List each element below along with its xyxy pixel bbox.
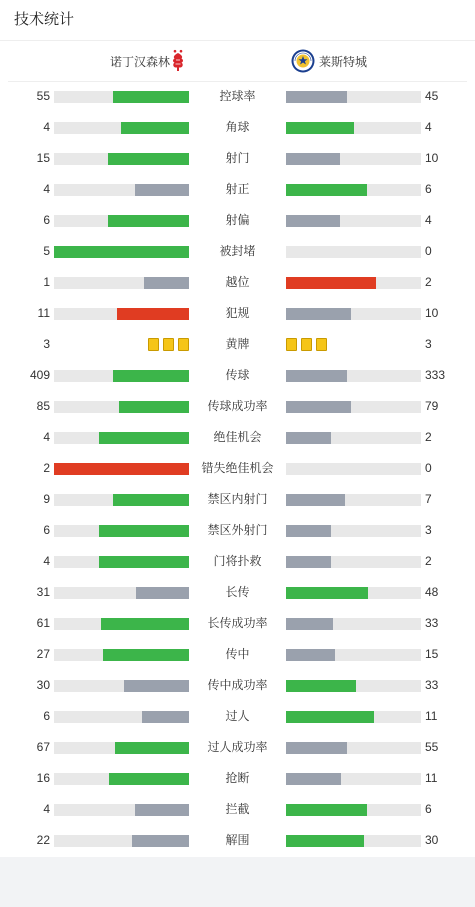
- away-stat-value: 4: [425, 120, 432, 134]
- away-stat-bar: [286, 525, 421, 537]
- home-stat-value: 4: [43, 554, 50, 568]
- home-stat-bar-fill: [136, 587, 189, 599]
- stat-label: 传中成功率: [207, 678, 268, 692]
- home-stat-bar-fill: [135, 184, 189, 196]
- stat-row: [0, 112, 475, 143]
- stat-label: 过人成功率: [207, 740, 268, 754]
- away-stat-bar: [286, 246, 421, 258]
- stat-label: 传球: [225, 368, 250, 382]
- home-stat-value: 61: [36, 616, 50, 630]
- home-stat-bar: [54, 277, 189, 289]
- stat-row: [0, 608, 475, 639]
- stat-row: [0, 81, 475, 112]
- away-stat-bar: [286, 308, 421, 320]
- leicester-city-crest-icon[interactable]: [291, 49, 315, 73]
- home-stat-value: 11: [37, 306, 50, 320]
- home-team-name[interactable]: 诺丁汉森林: [109, 55, 170, 69]
- stat-label: 犯规: [225, 306, 250, 320]
- stat-label: 传中: [225, 647, 250, 661]
- away-stat-bar-fill: [286, 277, 376, 289]
- home-stat-value: 22: [36, 833, 50, 847]
- home-stat-value: 4: [43, 430, 50, 444]
- stat-label: 被封堵: [219, 244, 256, 258]
- home-stat-value: 31: [36, 585, 50, 599]
- home-stat-bar: [54, 680, 189, 692]
- home-stat-bar: [54, 804, 189, 816]
- yellow-card-icon: [148, 338, 159, 351]
- away-team-name[interactable]: 莱斯特城: [319, 55, 368, 69]
- home-stat-bar-fill: [117, 308, 189, 320]
- away-stat-value: 4: [425, 213, 432, 227]
- home-stat-bar-fill: [54, 463, 189, 475]
- stat-label: 角球: [225, 120, 250, 134]
- stat-row: [0, 515, 475, 546]
- yellow-card-icon: [178, 338, 189, 351]
- away-stat-bar-fill: [286, 122, 354, 134]
- home-stat-value: 4: [43, 802, 50, 816]
- home-stat-bar: [54, 525, 189, 537]
- stat-label: 错失绝佳机会: [201, 461, 274, 475]
- away-stat-value: 15: [425, 647, 439, 661]
- home-stat-bar-fill: [99, 432, 189, 444]
- home-stat-bar-fill: [99, 525, 189, 537]
- stat-row: [0, 174, 475, 205]
- away-stat-value: 333: [425, 368, 446, 382]
- home-yellow-cards: [144, 338, 189, 350]
- away-stat-value: 30: [425, 833, 439, 847]
- home-stat-value: 30: [36, 678, 50, 692]
- yellow-card-icon: [163, 338, 174, 351]
- home-stat-bar: [54, 370, 189, 382]
- away-stat-bar-fill: [286, 680, 356, 692]
- away-stat-value: 33: [425, 616, 439, 630]
- home-stat-bar-fill: [109, 773, 189, 785]
- home-stat-bar: [54, 742, 189, 754]
- away-stat-value: 10: [425, 306, 439, 320]
- home-stat-value: 9: [43, 492, 50, 506]
- stat-label: 射正: [225, 182, 250, 196]
- away-stat-bar-fill: [286, 649, 335, 661]
- stat-row: [0, 484, 475, 515]
- away-stat-bar-fill: [286, 835, 364, 847]
- home-stat-bar-fill: [103, 649, 189, 661]
- stat-row: [0, 763, 475, 794]
- away-stat-value: 3: [425, 523, 432, 537]
- stat-row: [0, 267, 475, 298]
- away-stat-bar-fill: [286, 494, 345, 506]
- stat-label: 越位: [225, 275, 250, 289]
- away-stat-value: 48: [425, 585, 439, 599]
- stat-row: [0, 732, 475, 763]
- home-stat-value: 6: [43, 213, 50, 227]
- away-stat-bar-fill: [286, 153, 340, 165]
- away-stat-bar: [286, 184, 421, 196]
- away-stat-bar-fill: [286, 587, 368, 599]
- away-stat-bar: [286, 122, 421, 134]
- away-stat-value: 10: [425, 151, 439, 165]
- away-stat-bar: [286, 153, 421, 165]
- home-stat-bar-fill: [144, 277, 189, 289]
- home-stat-value: 6: [43, 523, 50, 537]
- away-stat-value: 3: [425, 337, 432, 351]
- away-stat-bar-fill: [286, 711, 374, 723]
- yellow-card-icon: [286, 338, 297, 351]
- stat-label: 抢断: [225, 771, 250, 785]
- home-stat-bar: [54, 122, 189, 134]
- home-stat-bar: [54, 91, 189, 103]
- stat-row: [0, 825, 475, 856]
- away-stat-value: 0: [425, 461, 432, 475]
- away-stat-value: 2: [425, 554, 432, 568]
- home-stat-bar-fill: [142, 711, 189, 723]
- stat-label: 门将扑救: [213, 554, 262, 568]
- home-stat-bar: [54, 463, 189, 475]
- away-stat-value: 2: [425, 275, 432, 289]
- away-stat-bar: [286, 618, 421, 630]
- stat-row: [0, 639, 475, 670]
- home-stat-value: 15: [36, 151, 50, 165]
- stat-row: [0, 701, 475, 732]
- away-stat-bar: [286, 556, 421, 568]
- away-stat-value: 6: [425, 802, 432, 816]
- stat-row: [0, 360, 475, 391]
- home-stat-value: 27: [36, 647, 50, 661]
- away-stat-value: 0: [425, 244, 432, 258]
- home-stat-value: 409: [29, 368, 50, 382]
- home-stat-value: 4: [43, 120, 50, 134]
- away-stat-value: 11: [425, 771, 438, 785]
- home-stat-bar: [54, 401, 189, 413]
- home-stat-bar-fill: [54, 246, 189, 258]
- stat-label: 黄牌: [225, 337, 250, 351]
- away-yellow-cards: [286, 338, 331, 350]
- home-stat-bar-fill: [108, 153, 189, 165]
- stat-label: 禁区外射门: [207, 523, 268, 537]
- stat-label: 射门: [225, 151, 250, 165]
- panel-title: 技术统计: [14, 11, 75, 28]
- stat-row: [0, 794, 475, 825]
- home-stat-bar-fill: [99, 556, 189, 568]
- stat-label: 禁区内射门: [207, 492, 268, 506]
- home-stat-bar-fill: [101, 618, 189, 630]
- home-stat-bar: [54, 835, 189, 847]
- stat-row: [0, 546, 475, 577]
- home-stat-value: 2: [43, 461, 50, 475]
- home-stat-bar-fill: [119, 401, 189, 413]
- home-stat-bar: [54, 711, 189, 723]
- home-stat-bar: [54, 215, 189, 227]
- nottingham-forest-crest-icon[interactable]: [170, 49, 186, 73]
- home-stat-value: 6: [43, 709, 50, 723]
- home-stat-value: 16: [36, 771, 50, 785]
- away-stat-bar: [286, 432, 421, 444]
- away-stat-bar: [286, 649, 421, 661]
- stat-row: [0, 143, 475, 174]
- home-stat-bar: [54, 494, 189, 506]
- home-stat-bar-fill: [113, 91, 189, 103]
- home-stat-bar: [54, 649, 189, 661]
- away-stat-bar-fill: [286, 432, 331, 444]
- home-stat-value: 3: [43, 337, 50, 351]
- away-stat-bar: [286, 494, 421, 506]
- home-stat-bar-fill: [113, 494, 189, 506]
- yellow-card-icon: [301, 338, 312, 351]
- away-stat-bar: [286, 804, 421, 816]
- away-stat-bar: [286, 463, 421, 475]
- away-stat-bar-fill: [286, 401, 351, 413]
- stat-label: 射偏: [225, 213, 250, 227]
- away-stat-bar-fill: [286, 618, 333, 630]
- away-stat-bar: [286, 215, 421, 227]
- away-stat-value: 79: [425, 399, 439, 413]
- home-stat-bar: [54, 153, 189, 165]
- home-stat-bar-fill: [108, 215, 189, 227]
- stat-label: 过人: [225, 709, 250, 723]
- stat-label: 控球率: [219, 89, 256, 103]
- home-stat-bar-fill: [115, 742, 189, 754]
- stat-row: [0, 453, 475, 484]
- stat-row: [0, 205, 475, 236]
- away-stat-bar-fill: [286, 804, 367, 816]
- away-stat-value: 7: [425, 492, 432, 506]
- away-stat-bar: [286, 401, 421, 413]
- away-stat-bar-fill: [286, 215, 340, 227]
- stat-label: 绝佳机会: [213, 430, 262, 444]
- home-stat-value: 4: [43, 182, 50, 196]
- away-stat-bar: [286, 835, 421, 847]
- away-stat-bar-fill: [286, 91, 347, 103]
- home-stat-bar-fill: [132, 835, 189, 847]
- stat-row: [0, 670, 475, 701]
- stat-label: 拦截: [225, 802, 250, 816]
- home-stat-bar-fill: [124, 680, 189, 692]
- away-stat-bar: [286, 91, 421, 103]
- away-stat-bar: [286, 680, 421, 692]
- away-stat-bar: [286, 711, 421, 723]
- away-stat-bar-fill: [286, 370, 347, 382]
- home-stat-bar: [54, 556, 189, 568]
- stat-row: [0, 577, 475, 608]
- home-stat-bar: [54, 308, 189, 320]
- away-stat-bar: [286, 277, 421, 289]
- home-stat-bar-fill: [113, 370, 189, 382]
- home-stat-value: 1: [43, 275, 50, 289]
- away-stat-value: 11: [425, 709, 438, 723]
- away-stat-bar: [286, 773, 421, 785]
- away-stat-bar: [286, 742, 421, 754]
- home-stat-value: 5: [43, 244, 50, 258]
- away-stat-bar-fill: [286, 773, 341, 785]
- stat-label: 长传: [225, 585, 250, 599]
- away-stat-value: 45: [425, 89, 439, 103]
- stat-row: [0, 236, 475, 267]
- stat-label: 解围: [225, 833, 250, 847]
- away-stat-value: 55: [425, 740, 439, 754]
- yellow-card-icon: [316, 338, 327, 351]
- stat-row: [0, 298, 475, 329]
- stat-label: 传球成功率: [207, 399, 268, 413]
- away-stat-bar-fill: [286, 184, 367, 196]
- teams-header: [8, 41, 467, 82]
- home-stat-bar: [54, 587, 189, 599]
- away-stat-value: 6: [425, 182, 432, 196]
- away-stat-bar-fill: [286, 556, 331, 568]
- stat-label: 长传成功率: [207, 616, 268, 630]
- away-stat-bar: [286, 370, 421, 382]
- home-stat-bar: [54, 773, 189, 785]
- home-stat-bar-fill: [121, 122, 189, 134]
- away-stat-bar: [286, 587, 421, 599]
- home-stat-value: 85: [36, 399, 50, 413]
- home-stat-bar: [54, 246, 189, 258]
- home-stat-bar: [54, 618, 189, 630]
- home-stat-bar: [54, 184, 189, 196]
- home-stat-value: 67: [36, 740, 50, 754]
- stat-row: [0, 422, 475, 453]
- away-stat-bar-fill: [286, 308, 351, 320]
- stat-row: [0, 329, 475, 360]
- away-stat-value: 2: [425, 430, 432, 444]
- home-stat-value: 55: [36, 89, 50, 103]
- away-stat-bar-fill: [286, 525, 331, 537]
- away-stat-bar-fill: [286, 742, 347, 754]
- home-stat-bar: [54, 432, 189, 444]
- stat-row: [0, 391, 475, 422]
- home-stat-bar-fill: [135, 804, 189, 816]
- away-stat-value: 33: [425, 678, 439, 692]
